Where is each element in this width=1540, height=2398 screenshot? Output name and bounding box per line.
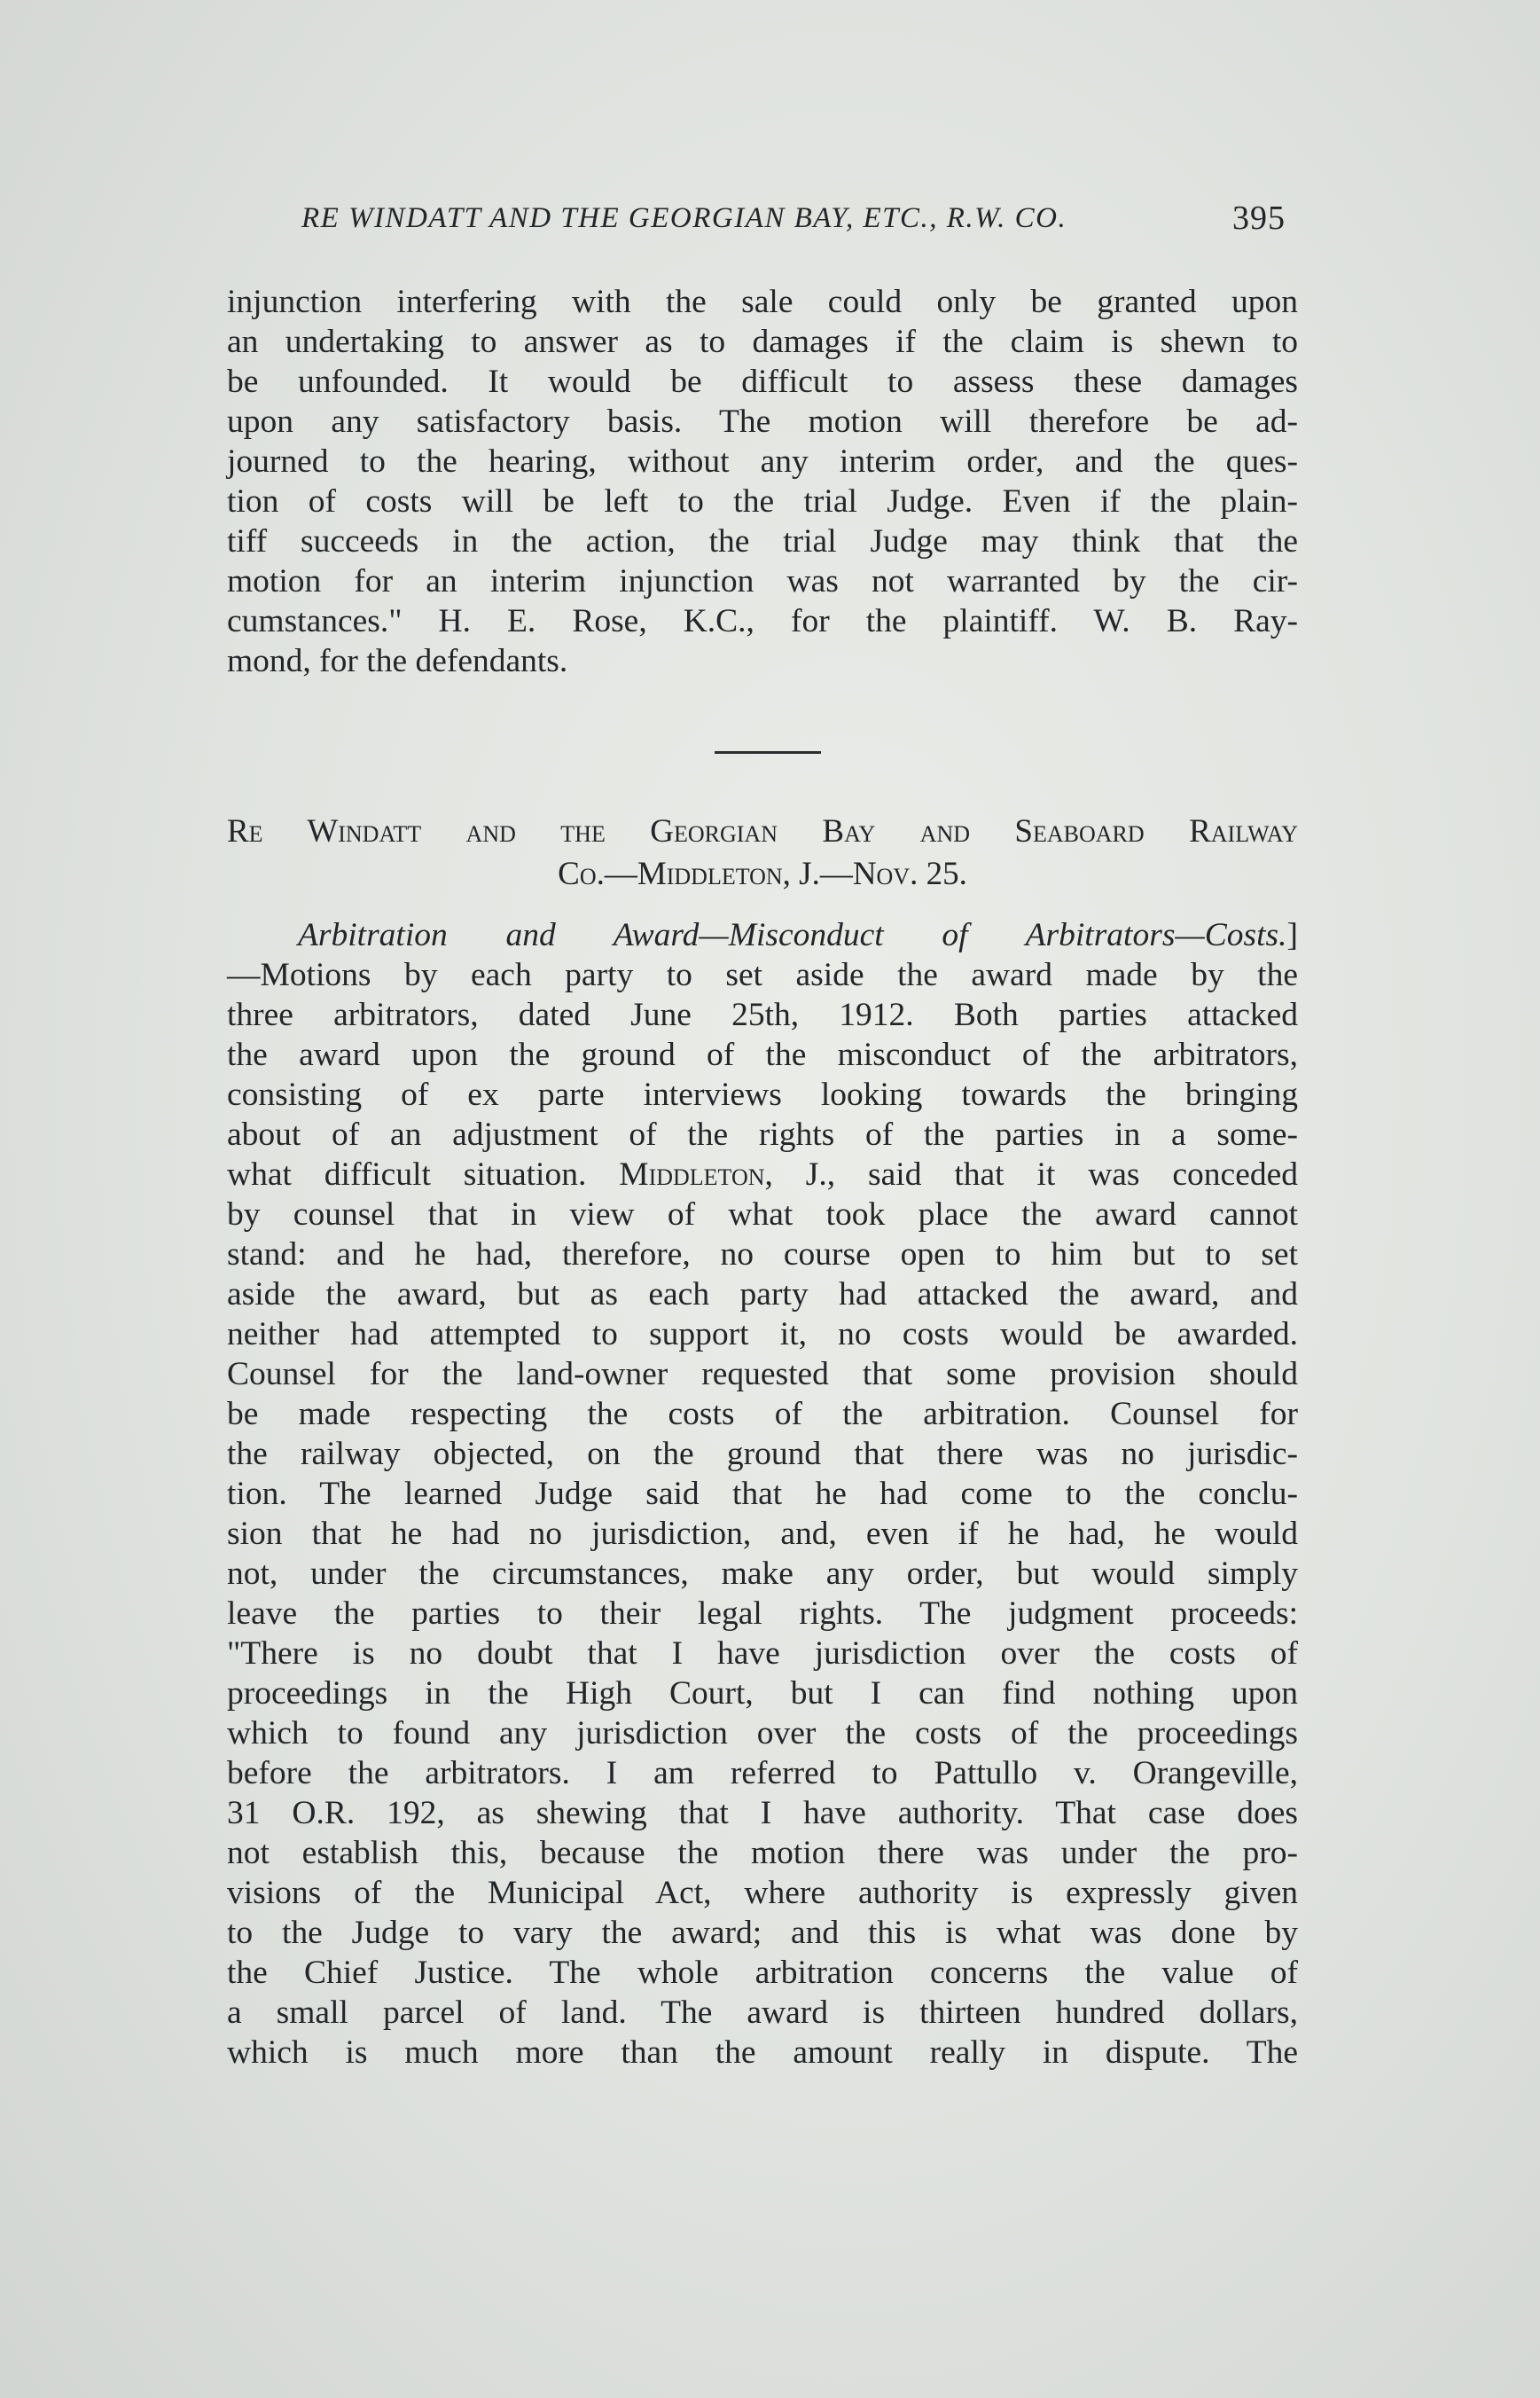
text-line: before the arbitrators. I am referred to Pattullo v. Orangeville, [227, 1755, 1298, 1791]
text-line: to the Judge to vary the award; and this is what was done by [227, 1915, 1298, 1951]
text-line: sion that he had no jurisdiction, and, even if he had, he would [227, 1516, 1298, 1552]
text-line: Counsel for the land-owner requested that some provision should [227, 1356, 1298, 1392]
text-line: journed to the hearing, without any interim order, and the ques- [227, 443, 1298, 480]
running-title: RE WINDATT AND THE GEORGIAN BAY, ETC., R.W. CO. [301, 202, 1067, 234]
page-number: 395 [1232, 200, 1286, 237]
headnote-line [227, 915, 1298, 955]
text-line [227, 1155, 1298, 1195]
text-line: about of an adjustment of the rights of the parties in a some- [227, 1117, 1298, 1153]
text-line: three arbitrators, dated June 25th, 1912. Both parties attacked [227, 997, 1298, 1033]
text-line: an undertaking to answer as to damages if the claim is shewn to [227, 324, 1298, 360]
text-line: the award upon the ground of the misconduct of the arbitrators, [227, 1037, 1298, 1073]
section-divider [715, 751, 821, 754]
text-line: neither had attempted to support it, no costs would be awarded. [227, 1316, 1298, 1352]
running-head [301, 202, 1286, 241]
case-court-line: Co.—Middleton, J.—Nov. 25. [558, 856, 967, 892]
headnote: Arbitration and Award—Misconduct of Arbitrators—Costs. [298, 917, 1287, 953]
text-line: tion of costs will be left to the trial Judge. Even if the plain- [227, 483, 1298, 520]
text-line: proceedings in the High Court, but I can find nothing upon [227, 1675, 1298, 1712]
paragraph-case [227, 915, 1298, 2073]
case-title-line: Re Windatt and the Georgian Bay and Seaboard Railway [227, 813, 1298, 850]
text-line: which to found any jurisdiction over the costs of the proceedings [227, 1715, 1298, 1751]
case-heading [227, 811, 1298, 896]
text-line: be unfounded. It would be difficult to assess these damages [227, 364, 1298, 400]
text-line: motion for an interim injunction was not warranted by the cir- [227, 563, 1298, 600]
text-line: consisting of ex parte interviews looking towards the bringing [227, 1077, 1298, 1113]
text-line: a small parcel of land. The award is thirteen hundred dollars, [227, 1994, 1298, 2031]
text-line: stand: and he had, therefore, no course open to him but to set [227, 1236, 1298, 1273]
text-line: cumstances." H. E. Rose, K.C., for the plaintiff. W. B. Ray- [227, 603, 1298, 639]
text-line: leave the parties to their legal rights. The judgment proceeds: [227, 1595, 1298, 1632]
text-line: mond, for the defendants. [227, 643, 568, 679]
text-fragment: what difficult situation. [227, 1156, 620, 1193]
text-line: the railway objected, on the ground that there was no jurisdic- [227, 1436, 1298, 1472]
judge-name: Middleton [619, 1156, 765, 1193]
text-fragment: , J., said that it was conceded [764, 1156, 1298, 1193]
paragraph-continued [227, 282, 1298, 681]
text-line: tion. The learned Judge said that he had come to the conclu- [227, 1476, 1298, 1512]
text-line: aside the award, but as each party had attacked the award, and [227, 1276, 1298, 1313]
text-line: not, under the circumstances, make any order, but would simply [227, 1556, 1298, 1592]
text-line: visions of the Municipal Act, where authority is expressly given [227, 1875, 1298, 1911]
text-line: upon any satisfactory basis. The motion will therefore be ad- [227, 404, 1298, 440]
text-line: 31 O.R. 192, as shewing that I have authority. That case does [227, 1795, 1298, 1831]
text-line: —Motions by each party to set aside the award made by the [227, 957, 1298, 993]
text-line: tiff succeeds in the action, the trial Judge may think that the [227, 523, 1298, 560]
text-line: be made respecting the costs of the arbitration. Counsel for [227, 1396, 1298, 1432]
headnote-bracket: ] [1286, 917, 1298, 953]
text-line: the Chief Justice. The whole arbitration concerns the value of [227, 1955, 1298, 1991]
text-line: "There is no doubt that I have jurisdiction over the costs of [227, 1635, 1298, 1672]
text-line: injunction interfering with the sale could only be granted upon [227, 284, 1298, 320]
text-line: not establish this, because the motion there was under the pro- [227, 1835, 1298, 1871]
text-line: which is much more than the amount really in dispute. The [227, 2034, 1298, 2071]
text-line: by counsel that in view of what took place the award cannot [227, 1196, 1298, 1233]
